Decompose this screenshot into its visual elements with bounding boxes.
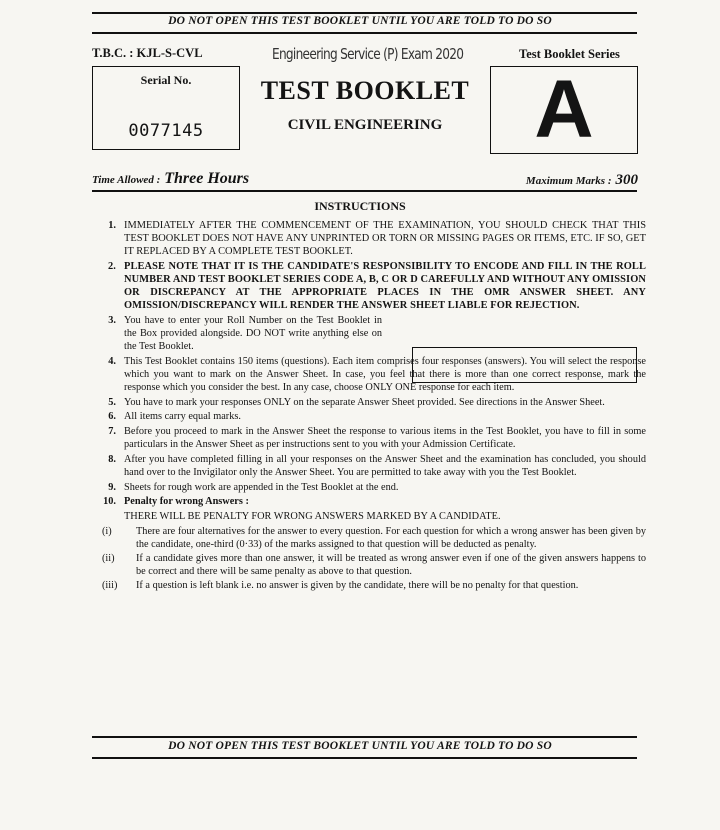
series-label: Test Booklet Series xyxy=(519,47,620,61)
serial-box xyxy=(92,66,240,150)
instruction-7 xyxy=(94,425,646,451)
penalty-intro-text: THERE WILL BE PENALTY FOR WRONG ANSWERS MARKED BY A CANDIDATE. xyxy=(124,510,501,522)
subject: CIVIL ENGINEERING xyxy=(287,117,443,133)
penalty-sub-3 xyxy=(94,579,646,592)
instruction-text: IMMEDIATELY AFTER THE COMMENCEMENT OF THE EXAMINATION, YOU SHOULD CHECK THAT THIS TEST BOOKLET DOES NOT HAVE ANY UNPRINTED OR TORN OR MISSING PAGES OR ITEMS, ETC. IF SO, GET IT REPLACED BY A COMPLETE TEST BOOKLET. xyxy=(124,220,646,258)
instruction-text: Before you proceed to mark in the Answer Sheet the response to various items in the Test Booklet, you have to fill in some particulars in the Answer Sheet as per instructions sent to you with your Admission Certificate. xyxy=(124,425,646,451)
instruction-10 xyxy=(94,495,646,508)
top-rule xyxy=(92,12,637,14)
penalty-sub-text: There are four alternatives for the answer to every question. For each question for which a wrong answer has been given by the candidate, one-third (0·33) of the marks assigned to that question will be deducted as penalty. xyxy=(136,525,646,550)
instruction-8 xyxy=(94,453,646,479)
instruction-4 xyxy=(94,355,646,394)
instruction-text: PLEASE NOTE THAT IT IS THE CANDIDATE'S RESPONSIBILITY TO ENCODE AND FILL IN THE ROLL NUMBER AND TEST BOOKLET SERIES CODE A, B, C OR D CAREFULLY AND WITHOUT ANY OMISSION OR DISCREPANCY AT THE APPROPRIATE PLACES IN THE OMR ANSWER SHEET. ANY OMISSION/DISCREPANCY WILL RENDER THE ANSWER SHEET LIABLE FOR REJECTION. xyxy=(124,260,646,312)
instruction-text: You have to mark your responses ONLY on the separate Answer Sheet provided. See directions in the Answer Sheet. xyxy=(124,396,605,408)
instruction-number: 6. xyxy=(108,411,116,423)
instruction-2 xyxy=(94,260,646,312)
maximum-marks xyxy=(526,171,638,189)
instruction-number: 3. xyxy=(108,314,116,326)
page-title: TEST BOOKLET xyxy=(260,76,470,105)
penalty-intro xyxy=(94,510,646,523)
instruction-text: After you have completed filling in all your responses on the Answer Sheet and the examination has concluded, you should hand over to the Invigilator only the Answer Sheet. You are permitted to take away with you the Test Booklet. xyxy=(124,453,646,478)
serial-number: 0077145 xyxy=(128,121,204,141)
penalty-sub-number: (ii) xyxy=(102,552,115,564)
instruction-number: 8. xyxy=(108,453,116,465)
tbc-code: T.B.C. : KJL-S-CVL xyxy=(92,46,203,60)
series-letter: A xyxy=(534,64,594,155)
bottom-rule xyxy=(92,736,637,738)
instructions-list xyxy=(94,219,646,593)
top-banner: DO NOT OPEN THIS TEST BOOKLET UNTIL YOU ARE TOLD TO DO SO xyxy=(168,15,552,27)
instruction-5 xyxy=(94,396,646,409)
time-label: Time Allowed : xyxy=(92,174,161,186)
exam-name: Engineering Service (P) Exam 2020 xyxy=(272,45,464,63)
instruction-number: 4. xyxy=(108,355,116,367)
serial-label: Serial No. xyxy=(140,73,192,87)
time-value: Three Hours xyxy=(164,170,250,187)
bottom-rule-2 xyxy=(92,757,637,759)
penalty-sub-text: If a candidate gives more than one answer, it will be treated as wrong answer even if one of the given answers happens to be correct and there will be same penalty as above to that question. xyxy=(136,552,646,577)
instruction-number: 1. xyxy=(108,220,116,231)
instruction-number: 9. xyxy=(108,481,116,493)
instruction-3 xyxy=(94,314,382,353)
instruction-text: Penalty for wrong Answers : xyxy=(124,496,249,508)
instruction-text: This Test Booklet contains 150 items (questions). Each item comprises four responses (answers). You will select the response which you want to mark on the Answer Sheet. In case, you feel that there is more than one correct response, mark the response which you consider the best. In any case, choose ONLY ONE response for each item. xyxy=(124,355,646,393)
marks-value: 300 xyxy=(615,172,638,188)
instruction-9 xyxy=(94,481,646,494)
bottom-banner: DO NOT OPEN THIS TEST BOOKLET UNTIL YOU ARE TOLD TO DO SO xyxy=(168,740,552,752)
penalty-sub-2 xyxy=(94,552,646,578)
penalty-sub-1 xyxy=(94,525,646,551)
marks-label: Maximum Marks : xyxy=(525,175,612,187)
instruction-1 xyxy=(94,219,646,258)
instruction-6 xyxy=(94,410,646,423)
penalty-sub-text: If a question is left blank i.e. no answer is given by the candidate, there will be no penalty for that question. xyxy=(136,579,579,591)
time-allowed xyxy=(92,170,249,188)
instruction-number: 5. xyxy=(108,396,116,408)
instruction-text: All items carry equal marks. xyxy=(124,411,241,423)
penalty-sub-number: (iii) xyxy=(102,579,118,591)
top-rule-2 xyxy=(92,32,637,34)
instruction-number: 2. xyxy=(108,260,116,272)
series-box xyxy=(490,66,638,154)
instruction-text: Sheets for rough work are appended in the Test Booklet at the end. xyxy=(124,481,399,493)
header-rule xyxy=(92,190,637,192)
instructions-title: INSTRUCTIONS xyxy=(314,199,406,213)
instruction-number: 10. xyxy=(103,496,116,508)
instruction-text: You have to enter your Roll Number on the Test Booklet in the Box provided alongside. DO NOT write anything else on the Test Booklet. xyxy=(124,314,382,353)
instruction-number: 7. xyxy=(108,425,116,437)
penalty-sub-number: (i) xyxy=(102,525,112,537)
